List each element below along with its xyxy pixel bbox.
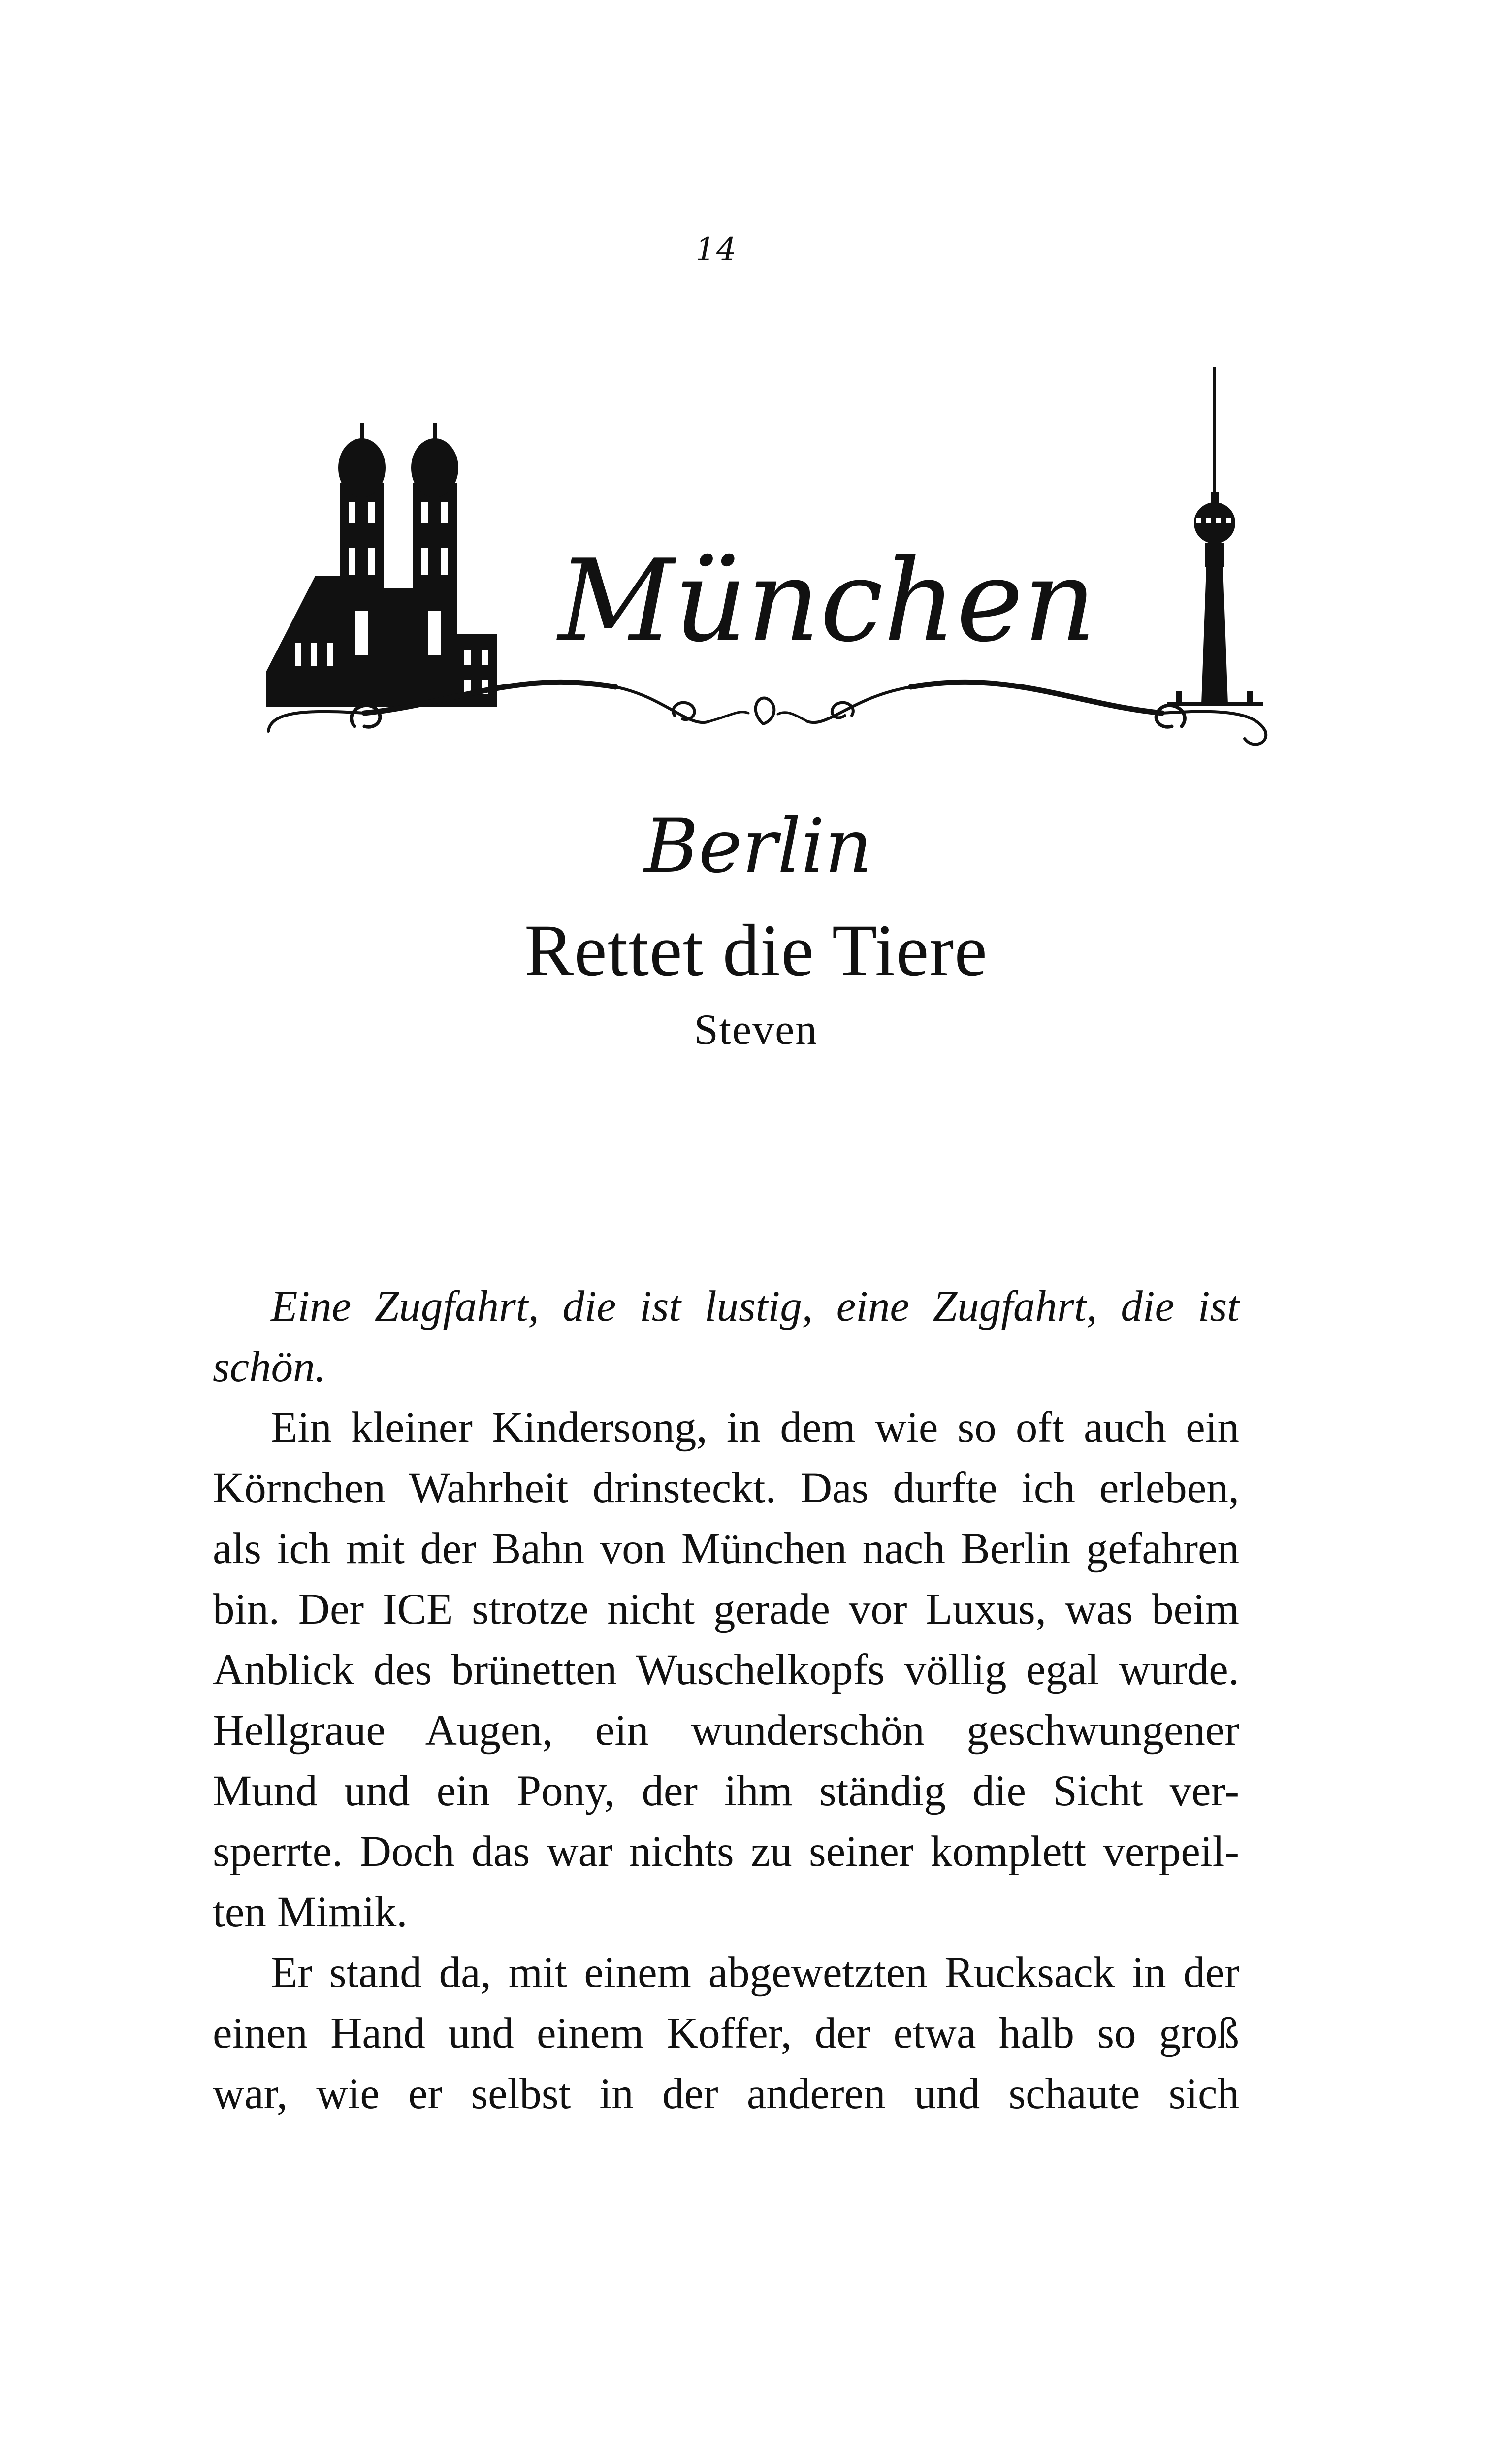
text-line: Mund und ein Pony, der ihm ständig die Sicht ver-: [213, 1767, 1239, 1815]
chapter-title: Rettet die Tiere: [524, 910, 988, 991]
body-text: [213, 1276, 1239, 2124]
text-line: war, wie er selbst in der anderen und schaute sich: [213, 2070, 1239, 2118]
text-line: als ich mit der Bahn von München nach Berlin gefahren: [213, 1525, 1239, 1573]
text-line: Er stand da, mit einem abgewetzten Rucksack in der: [271, 1949, 1239, 1997]
text-line: ten Mimik.: [213, 1888, 408, 1936]
text-line: bin. Der ICE strotze nicht gerade vor Luxus, was beim: [213, 1585, 1239, 1633]
tv-tower-icon: [1167, 367, 1263, 706]
text-line: Anblick des brünetten Wuschelkopfs völlig egal wurde.: [213, 1646, 1239, 1694]
text-line: schön.: [213, 1343, 326, 1391]
text-line: Ein kleiner Kindersong, in dem wie so oft auch ein: [271, 1403, 1239, 1452]
city-from-label: München: [558, 536, 1096, 667]
chapter-header-svg: [256, 364, 1280, 889]
text-line: Eine Zugfahrt, die ist lustig, eine Zugfahrt, die ist: [271, 1282, 1239, 1331]
frauenkirche-skyline-icon: [266, 423, 497, 707]
text-line: Körnchen Wahrheit drinsteckt. Das durfte ich erleben,: [213, 1464, 1239, 1512]
text-line: einen Hand und einem Koffer, der etwa halb so groß: [213, 2009, 1239, 2057]
page-number: 14: [695, 231, 738, 268]
text-line: Hellgraue Augen, ein wunderschön geschwungener: [213, 1706, 1239, 1755]
chapter-narrator: Steven: [694, 1006, 818, 1054]
chapter-header-illustration: [256, 364, 1280, 889]
text-line: sperrte. Doch das war nichts zu seiner komplett verpeil-: [213, 1827, 1239, 1876]
city-to-label: Berlin: [644, 804, 872, 889]
